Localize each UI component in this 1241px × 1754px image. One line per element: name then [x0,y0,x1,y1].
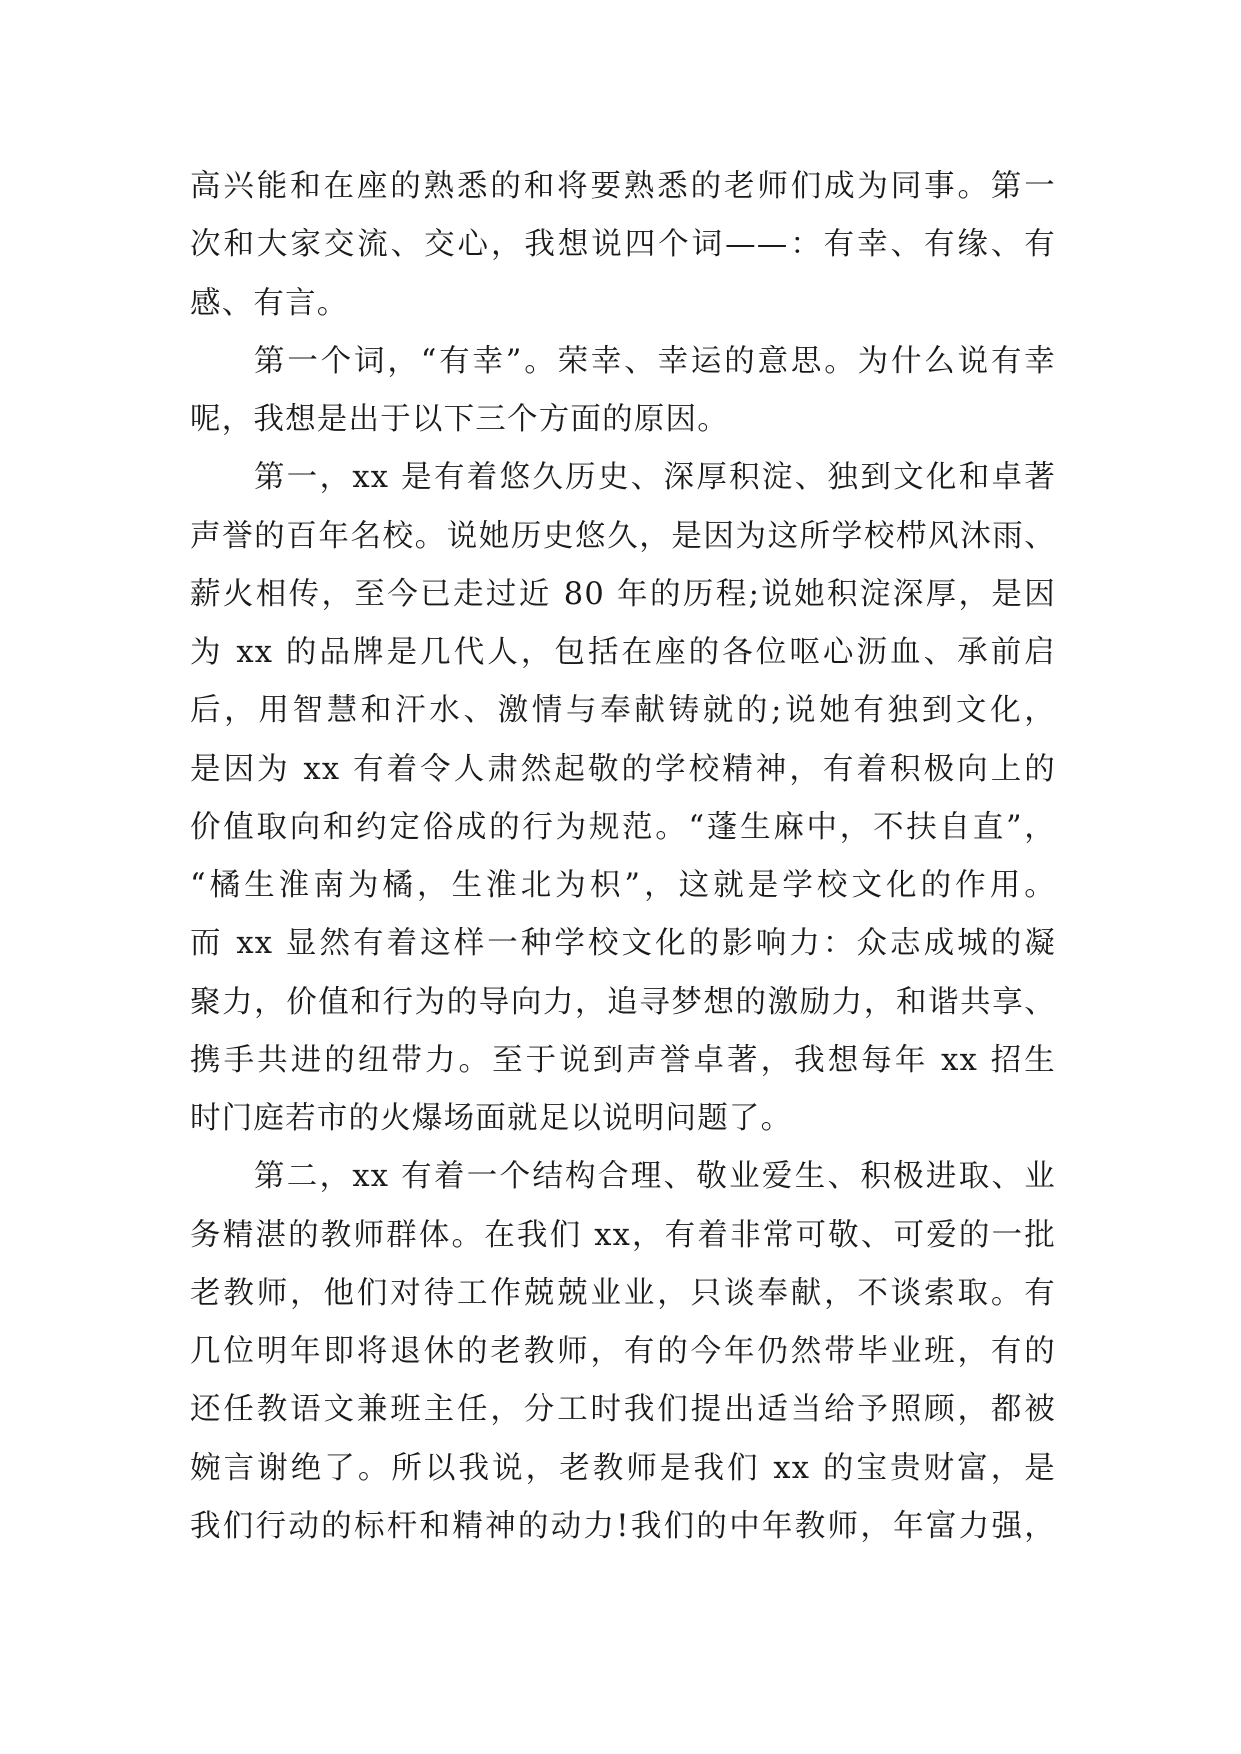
text-line: 声誉的百年名校。说她历史悠久，是因为这所学校栉风沐雨、 [190,518,1056,554]
text-line: 携手共进的纽带力。至于说到声誉卓著，我想每年 xx 招生 [190,1042,1056,1078]
text-line: 呢，我想是出于以下三个方面的原因。 [190,402,729,437]
text-line: 薪火相传，至今已走过近 80 年的历程;说她积淀深厚，是因 [190,576,1056,612]
text-line: 为 xx 的品牌是几代人，包括在座的各位呕心沥血、承前启 [190,635,1056,670]
text-line: 高兴能和在座的熟悉的和将要熟悉的老师们成为同事。第一 [190,169,1056,204]
text-line: 婉言谢绝了。所以我说，老教师是我们 xx 的宝贵财富，是 [190,1450,1056,1486]
text-line: 后，用智慧和汗水、激情与奉献铸就的;说她有独到文化， [190,693,1056,729]
text-line: 还任教语文兼班主任，分工时我们提出适当给予照顾，都被 [190,1392,1056,1428]
paragraph-first-line: 第二，xx 有着一个结构合理、敬业爱生、积极进取、业 [254,1159,1056,1195]
paragraph-first-line: 第一，xx 是有着悠久历史、深厚积淀、独到文化和卓著 [254,460,1056,496]
body-text [190,158,1056,1556]
text-line: 我们行动的标杆和精神的动力!我们的中年教师，年富力强， [190,1508,1056,1544]
text-line: 次和大家交流、交心，我想说四个词——：有幸、有缘、有 [190,227,1056,263]
text-line: 务精湛的教师群体。在我们 xx，有着非常可敬、可爱的一批 [190,1217,1056,1253]
text-line: “橘生淮南为橘，生淮北为枳”，这就是学校文化的作用。 [190,868,1056,903]
text-line: 而 xx 显然有着这样一种学校文化的影响力：众志成城的凝 [190,926,1056,962]
text-line: 价值取向和约定俗成的行为规范。“蓬生麻中，不扶自直”， [190,809,1056,845]
text-line: 是因为 xx 有着令人肃然起敬的学校精神，有着积极向上的 [190,751,1056,787]
text-line: 几位明年即将退休的老教师，有的今年仍然带毕业班，有的 [190,1334,1056,1369]
paragraph-first-line: 第一个词，“有幸”。荣幸、幸运的意思。为什么说有幸 [254,343,1056,379]
text-line: 老教师，他们对待工作兢兢业业，只谈奉献，不谈索取。有 [190,1275,1056,1311]
text-line: 时门庭若市的火爆场面就足以说明问题了。 [190,1101,793,1136]
text-line: 感、有言。 [190,285,349,321]
text-line: 聚力，价值和行为的导向力，追寻梦想的激励力，和谐共享、 [190,984,1056,1020]
